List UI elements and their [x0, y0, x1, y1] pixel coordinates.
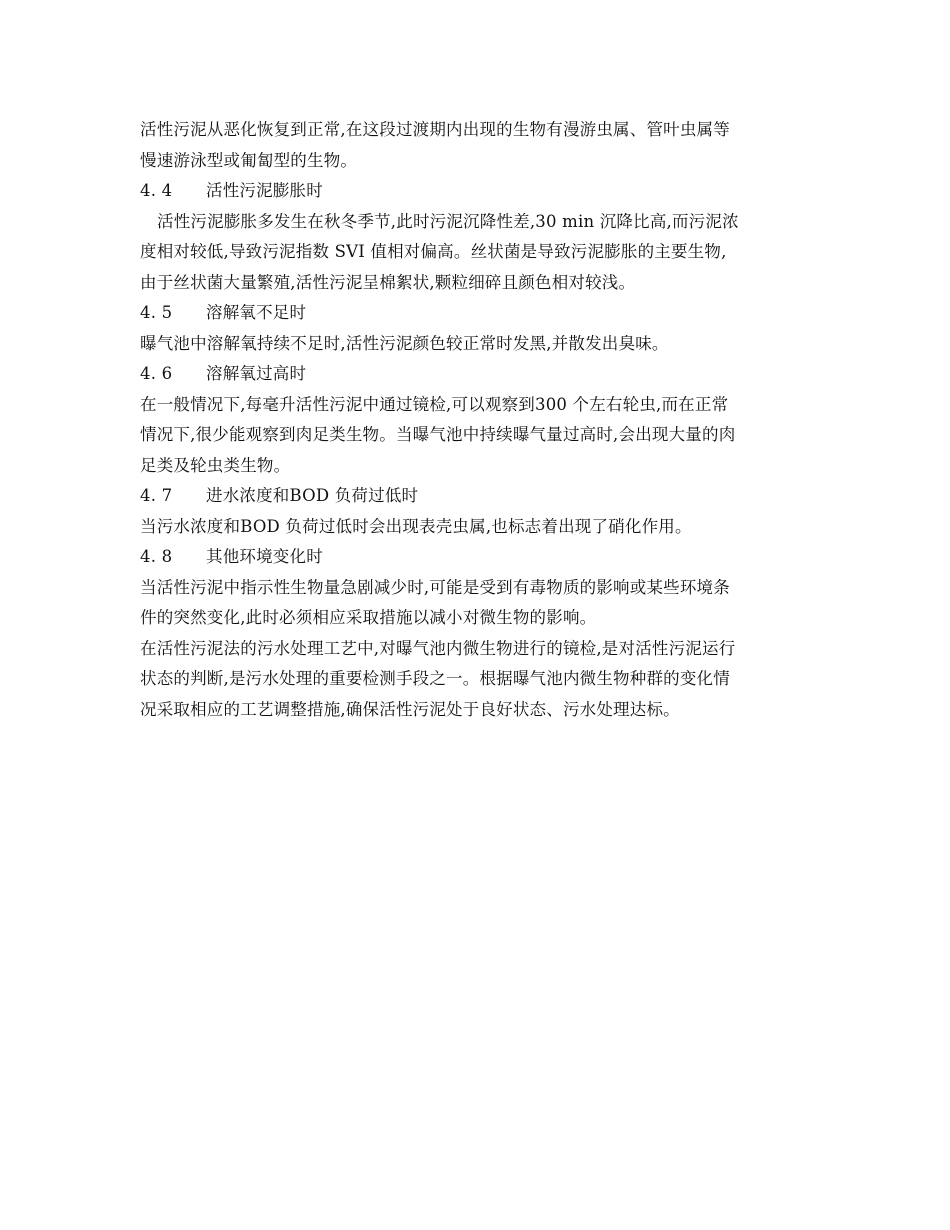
- section-number: 4. 4: [140, 181, 173, 200]
- text-line: 当污水浓度和BOD 负荷过低时会出现表壳虫属,也标志着出现了硝化作用。: [140, 516, 692, 536]
- section-title: 溶解氧不足时: [206, 303, 307, 322]
- section-heading-4-8: [140, 542, 812, 573]
- section-number: 4. 8: [140, 547, 173, 566]
- section-title: 其他环境变化时: [206, 547, 323, 566]
- text-line: 在一般情况下,每毫升活性污泥中通过镜检,可以观察到300 个左右轮虫,而在正常: [140, 394, 729, 414]
- section-number: 4. 5: [140, 303, 173, 322]
- text-line: 况采取相应的工艺调整措施,确保活性污泥处于良好状态、污水处理达标。: [140, 699, 680, 719]
- text-line: 由于丝状菌大量繁殖,活性污泥呈棉絮状,颗粒细碎且颜色相对较浅。: [140, 272, 636, 292]
- section-title: 进水浓度和BOD 负荷过低时: [206, 486, 419, 505]
- section-title: 活性污泥膨胀时: [206, 181, 323, 200]
- text-line: 慢速游泳型或匍匐型的生物。: [140, 150, 358, 170]
- text-line: 曝气池中溶解氧持续不足时,活性污泥颜色较正常时发黑,并散发出臭味。: [140, 333, 669, 353]
- section-body-4-7: [140, 512, 812, 543]
- text-line: 足类及轮虫类生物。: [140, 455, 291, 475]
- section-body-4-4: [140, 207, 812, 299]
- section-heading-4-4: [140, 176, 812, 207]
- text-line: 情况下,很少能观察到肉足类生物。当曝气池中持续曝气量过高时,会出现大量的肉: [140, 425, 736, 444]
- section-heading-4-5: [140, 298, 812, 329]
- text-line: 活性污泥从恶化恢复到正常,在这段过渡期内出现的生物有漫游虫属、管叶虫属等: [140, 120, 730, 139]
- text-line: 度相对较低,导致污泥指数 SVI 值相对偏高。丝状菌是导致污泥膨胀的主要生物,: [140, 242, 727, 261]
- section-number: 4. 6: [140, 364, 173, 383]
- conclusion-paragraph: [140, 634, 812, 726]
- document-page: [140, 115, 812, 725]
- text-line: 在活性污泥法的污水处理工艺中,对曝气池内微生物进行的镜检,是对活性污泥运行: [140, 638, 736, 658]
- section-body-4-8: [140, 573, 812, 634]
- section-number: 4. 7: [140, 486, 173, 505]
- section-body-4-5: [140, 329, 812, 360]
- section-heading-4-6: [140, 359, 812, 390]
- section-title: 溶解氧过高时: [206, 364, 307, 383]
- text-line: 活性污泥膨胀多发生在秋冬季节,此时污泥沉降性差,30 min 沉降比高,而污泥浓: [157, 211, 739, 231]
- text-line: 状态的判断,是污水处理的重要检测手段之一。根据曝气池内微生物种群的变化情: [140, 669, 730, 688]
- section-heading-4-7: [140, 481, 812, 512]
- text-line: 件的突然变化,此时必须相应采取措施以减小对微生物的影响。: [140, 608, 597, 627]
- text-line: 当活性污泥中指示性生物量急剧减少时,可能是受到有毒物质的影响或某些环境条: [140, 577, 730, 597]
- intro-paragraph: [140, 115, 812, 176]
- section-body-4-6: [140, 390, 812, 482]
